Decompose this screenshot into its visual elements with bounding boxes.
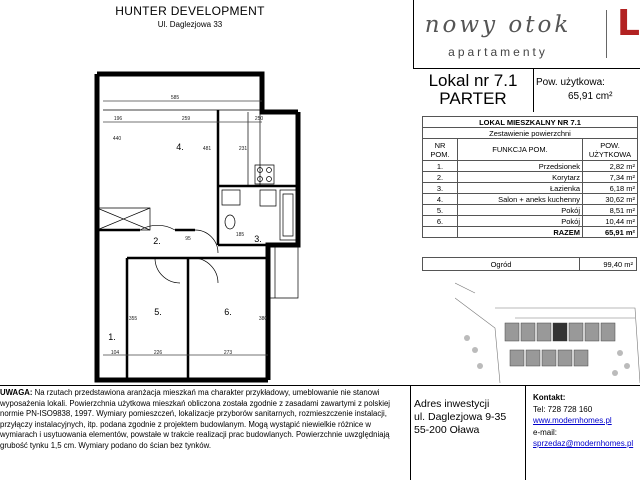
washer <box>260 190 276 206</box>
brand-divider <box>606 10 607 58</box>
brand-subtitle: apartamenty <box>448 45 548 59</box>
footer-divider-1 <box>410 386 411 480</box>
lokal-floor: PARTER <box>439 89 507 108</box>
toilet <box>225 215 235 229</box>
door-swing4 <box>193 258 218 283</box>
dim-label: 585 <box>170 95 180 101</box>
investment-street: ul. Daglezjowa 9-35 <box>414 411 507 423</box>
contact-label: Kontakt: <box>533 393 566 402</box>
bathtub-inner <box>283 194 293 236</box>
site-plan <box>455 278 640 383</box>
garden-value: 99,40 m² <box>580 258 637 271</box>
developer-address: Ul. Daglezjowa 33 <box>157 20 223 29</box>
dim-label: 185 <box>235 232 245 238</box>
website-link[interactable]: www.modernhomes.pl <box>533 416 612 425</box>
email-link[interactable]: sprzedaz@modernhomes.pl <box>533 439 634 448</box>
dim-label: 250 <box>254 116 264 122</box>
dim-label: 259 <box>181 116 191 122</box>
contact-block <box>533 392 640 450</box>
room-label: 2. <box>153 236 161 246</box>
door-swing3 <box>155 258 180 283</box>
garden-table <box>422 257 637 271</box>
room-label: 1. <box>108 332 116 342</box>
col-header-area: POW. UŻYTKOWA <box>583 139 638 161</box>
total-value: 65,91 m² <box>583 227 638 238</box>
footer-divider-2 <box>525 386 526 480</box>
footer-divider <box>0 385 640 386</box>
room-label: 3. <box>254 234 262 244</box>
outer-wall-right <box>268 112 298 380</box>
stove <box>255 165 274 184</box>
bathtub <box>280 190 296 240</box>
table-row: 6. Pokój 10,44 m² <box>423 216 638 227</box>
disclaimer-note <box>0 388 404 451</box>
room-label: 5. <box>154 307 162 317</box>
building <box>505 323 519 341</box>
outer-wall <box>97 74 298 112</box>
tree <box>464 335 470 341</box>
table-subtitle: Zestawienie powierzchni <box>423 128 638 139</box>
floor-plan <box>0 36 410 386</box>
sink <box>222 190 240 205</box>
highlighted-unit <box>553 323 567 341</box>
col-header-function: FUNKCJA POM. <box>458 139 583 161</box>
brand-name: nowy otok <box>424 12 572 38</box>
note-lead: UWAGA: <box>0 388 33 397</box>
investment-label: Adres inwestycji <box>414 398 490 410</box>
lokal-title: Lokal nr 7.1 <box>428 71 518 90</box>
dim-label: 104 <box>110 350 120 356</box>
contact-phone: Tel: 728 728 160 <box>533 404 593 414</box>
investment-address <box>414 398 524 437</box>
table-row: 1. Przedsionek 2,82 m² <box>423 161 638 172</box>
dim-label: 95 <box>185 236 191 242</box>
terrace <box>268 245 298 298</box>
note-text: Na rzutach przedstawiona aranżacja mieszkań ma charakter przykładowy, umeblowanie nie stanowi wyposażenia lokali. Powierzchnia użytkowa mieszkań obliczona została zgodnie z zasadami zawartymi z polskiej normie PN-ISO9838, 1997. Wymiary pomieszczeń, lokalizacje przyborów sanitarnych, rozmieszczenie instalacji, przyłączy instalacyjnych, itp. podana zgodnie z projektem budowlanym. Mogą wystąpić niewielkie różnice w wymiarach i usytuowania elementów, powstałe w trakcie realizacji prac budowlanych. Powierzchnie uwzględniają grubość tynku 1,5 cm. Wymiary podano do ścian bez tynków. <box>0 388 391 450</box>
dim-label: 196 <box>113 116 123 122</box>
total-label: RAZEM <box>458 227 583 238</box>
dim-label: 231 <box>238 146 248 152</box>
door-swing <box>140 225 175 230</box>
table-row: 3. Łazienka 6,18 m² <box>423 183 638 194</box>
total-row <box>423 227 638 238</box>
investment-city: 55-200 Oława <box>414 424 480 436</box>
table-row: 2. Korytarz 7,34 m² <box>423 172 638 183</box>
wardrobe-cross <box>97 208 150 230</box>
room-label: 4. <box>176 142 184 152</box>
dim-label: 380 <box>258 316 268 322</box>
window <box>130 72 255 378</box>
col-header-nr: NR POM. <box>423 139 458 161</box>
garden-label: Ogród <box>423 258 580 271</box>
area-table <box>422 116 638 238</box>
table-row: 4. Salon + aneks kuchenny 30,62 m² <box>423 194 638 205</box>
room-label: 6. <box>224 307 232 317</box>
dim-label: 273 <box>223 350 233 356</box>
door-swing2 <box>195 230 218 253</box>
dim-label: 481 <box>202 146 212 152</box>
dim-label: 355 <box>128 316 138 322</box>
dim-label: 226 <box>153 350 163 356</box>
usable-area-value: 65,91 cm² <box>568 91 613 102</box>
table-title: LOKAL MIESZKALNY NR 7.1 <box>423 117 638 128</box>
company-logo: L <box>617 3 640 44</box>
table-row: 5. Pokój 8,51 m² <box>423 205 638 216</box>
site-outline <box>455 298 500 383</box>
dim-label: 440 <box>112 136 122 142</box>
email-label: e-mail: <box>533 427 558 437</box>
usable-area-label: Pow. użytkowa: <box>536 77 605 88</box>
developer-name: HUNTER DEVELOPMENT <box>115 4 265 18</box>
